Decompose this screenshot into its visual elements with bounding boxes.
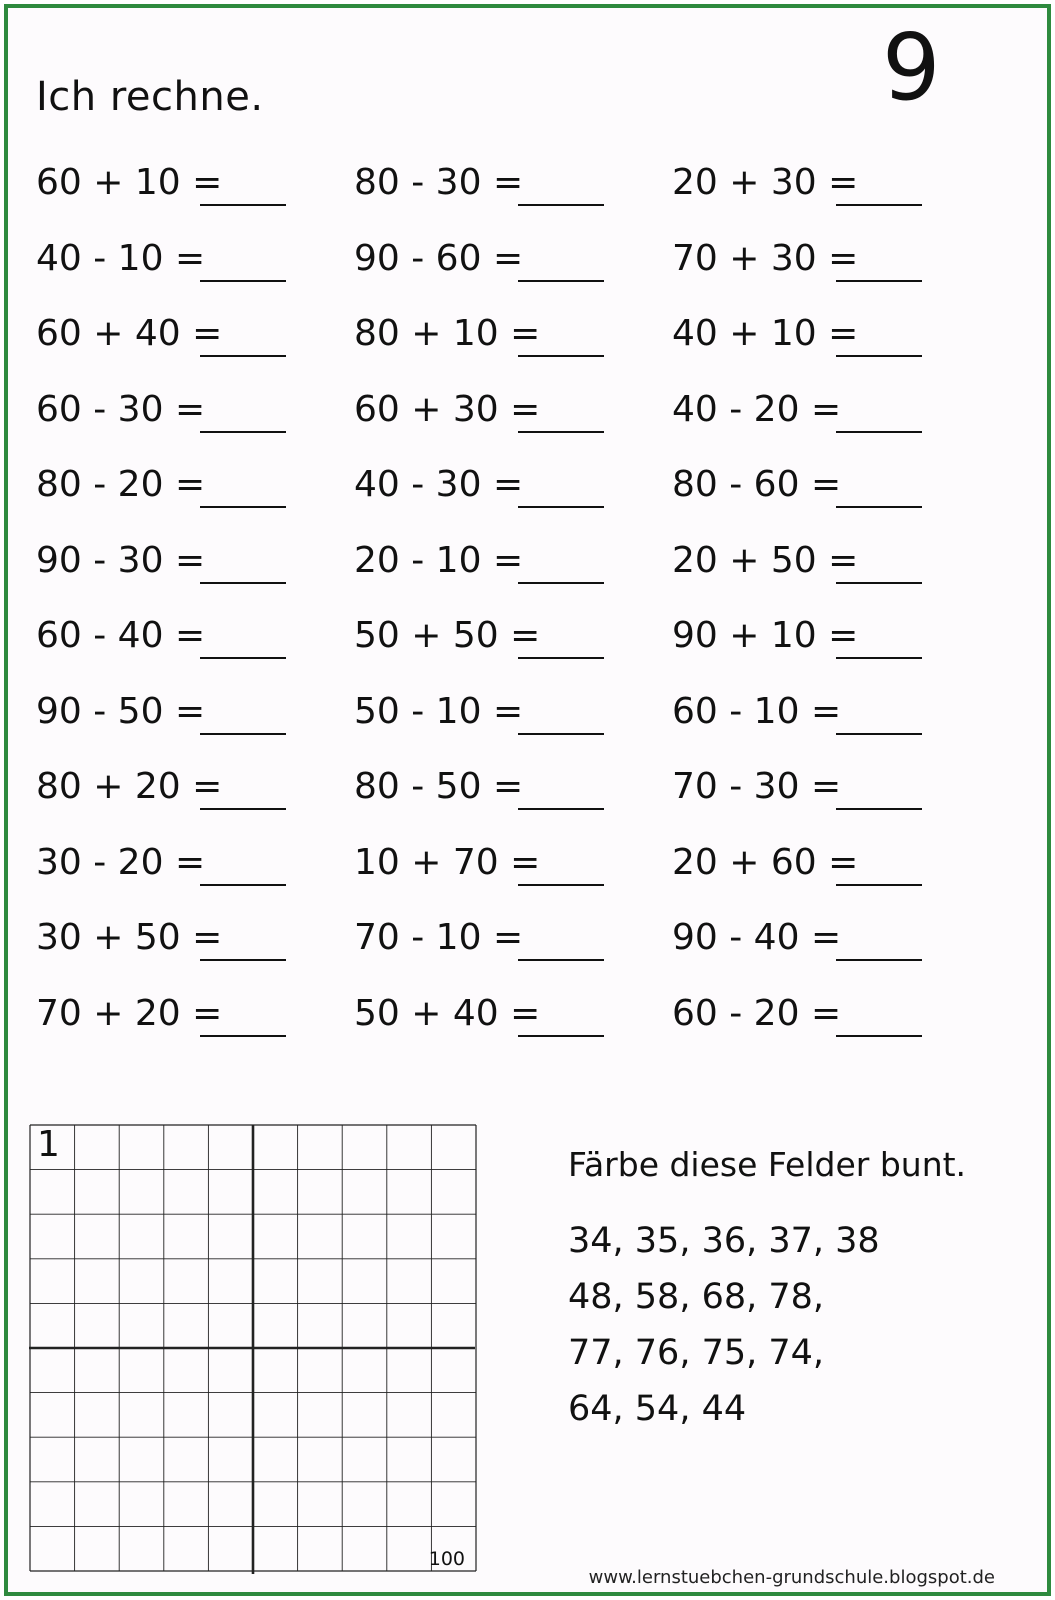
- answer-blank[interactable]: [200, 993, 286, 1037]
- exercise-item: [354, 238, 672, 314]
- exercise-term: 80 - 20 =: [36, 464, 206, 505]
- exercise-item: [36, 766, 354, 842]
- exercise-item: [672, 540, 936, 616]
- answer-blank[interactable]: [518, 766, 604, 810]
- hundred-board-first-label: 1: [37, 1124, 60, 1165]
- answer-blank[interactable]: [200, 313, 286, 357]
- page-number: 9: [882, 14, 941, 121]
- hundred-board-grid: [29, 1124, 477, 1574]
- answer-blank[interactable]: [200, 615, 286, 659]
- answer-blank[interactable]: [836, 917, 922, 961]
- exercise-item: [354, 313, 672, 389]
- exercise-item: [672, 691, 936, 767]
- exercise-term: 70 + 20 =: [36, 992, 223, 1034]
- exercise-term: 40 + 10 =: [672, 313, 859, 354]
- answer-blank[interactable]: [836, 691, 922, 735]
- hundred-board: [29, 1124, 477, 1574]
- exercise-item: [36, 917, 354, 993]
- exercise-item: [672, 766, 936, 842]
- numbers-line: 77, 76, 75, 74,: [568, 1333, 825, 1373]
- answer-blank[interactable]: [518, 993, 604, 1037]
- answer-blank[interactable]: [518, 842, 604, 886]
- exercise-item: [36, 313, 354, 389]
- exercise-item: [672, 993, 936, 1069]
- exercise-term: 70 + 30 =: [672, 237, 859, 279]
- hundred-board-last-label: 100: [428, 1548, 465, 1570]
- answer-blank[interactable]: [836, 540, 922, 584]
- answer-blank[interactable]: [836, 615, 922, 659]
- numbers-line: 64, 54, 44: [568, 1389, 747, 1429]
- exercise-item: [354, 691, 672, 767]
- answer-blank[interactable]: [518, 389, 604, 433]
- exercise-item: [36, 691, 354, 767]
- numbers-list: [568, 1213, 880, 1437]
- exercise-term: 60 + 30 =: [354, 388, 541, 430]
- exercise-term: 80 - 30 =: [354, 162, 524, 203]
- answer-blank[interactable]: [836, 993, 922, 1037]
- answer-blank[interactable]: [836, 389, 922, 433]
- exercise-item: [672, 615, 936, 691]
- exercise-term: 80 - 60 =: [672, 464, 842, 505]
- answer-blank[interactable]: [200, 766, 286, 810]
- exercise-term: 70 - 10 =: [354, 917, 524, 958]
- exercise-term: 50 + 50 =: [354, 615, 541, 656]
- answer-blank[interactable]: [518, 162, 604, 206]
- exercise-term: 40 - 20 =: [672, 388, 842, 430]
- exercise-term: 80 + 20 =: [36, 766, 223, 807]
- exercise-item: [36, 993, 354, 1069]
- answer-blank[interactable]: [518, 313, 604, 357]
- exercise-term: 50 - 10 =: [354, 690, 524, 732]
- instruction-text: Färbe diese Felder bunt.: [568, 1145, 967, 1184]
- answer-blank[interactable]: [200, 162, 286, 206]
- answer-blank[interactable]: [200, 917, 286, 961]
- exercise-item: [672, 842, 936, 918]
- answer-blank[interactable]: [836, 766, 922, 810]
- exercise-item: [672, 313, 936, 389]
- exercise-item: [354, 842, 672, 918]
- exercise-item: [354, 464, 672, 540]
- answer-blank[interactable]: [200, 389, 286, 433]
- exercise-item: [36, 842, 354, 918]
- answer-blank[interactable]: [200, 842, 286, 886]
- exercise-term: 80 - 50 =: [354, 766, 524, 807]
- exercise-term: 70 - 30 =: [672, 766, 842, 807]
- exercise-term: 80 + 10 =: [354, 313, 541, 354]
- exercise-item: [36, 615, 354, 691]
- exercise-term: 30 - 20 =: [36, 841, 206, 883]
- exercise-item: [36, 238, 354, 314]
- exercise-term: 20 + 50 =: [672, 539, 859, 581]
- answer-blank[interactable]: [200, 540, 286, 584]
- exercise-term: 60 + 40 =: [36, 313, 223, 354]
- exercise-term: 60 - 30 =: [36, 388, 206, 430]
- answer-blank[interactable]: [200, 691, 286, 735]
- answer-blank[interactable]: [518, 540, 604, 584]
- answer-blank[interactable]: [836, 162, 922, 206]
- answer-blank[interactable]: [518, 691, 604, 735]
- exercise-term: 10 + 70 =: [354, 841, 541, 883]
- footer-url: www.lernstuebchen-grundschule.blogspot.de: [588, 1567, 995, 1588]
- exercise-item: [354, 389, 672, 465]
- exercise-item: [672, 389, 936, 465]
- exercise-item: [672, 162, 936, 238]
- exercise-item: [354, 540, 672, 616]
- exercise-item: [36, 162, 354, 238]
- answer-blank[interactable]: [200, 238, 286, 282]
- answer-blank[interactable]: [836, 464, 922, 508]
- exercise-term: 60 + 10 =: [36, 162, 223, 203]
- answer-blank[interactable]: [200, 464, 286, 508]
- exercise-term: 90 - 60 =: [354, 237, 524, 279]
- exercise-term: 20 - 10 =: [354, 539, 524, 581]
- exercise-item: [36, 464, 354, 540]
- numbers-line: 48, 58, 68, 78,: [568, 1277, 825, 1317]
- exercise-item: [672, 917, 936, 993]
- numbers-line: 34, 35, 36, 37, 38: [568, 1221, 880, 1261]
- answer-blank[interactable]: [518, 238, 604, 282]
- exercise-grid: [36, 162, 936, 1068]
- exercise-item: [672, 464, 936, 540]
- exercise-term: 30 + 50 =: [36, 917, 223, 958]
- exercise-term: 90 + 10 =: [672, 615, 859, 656]
- exercise-item: [354, 993, 672, 1069]
- answer-blank[interactable]: [836, 238, 922, 282]
- exercise-term: 20 + 60 =: [672, 841, 859, 883]
- exercise-item: [354, 162, 672, 238]
- exercise-term: 90 - 50 =: [36, 690, 206, 732]
- exercise-term: 60 - 20 =: [672, 992, 842, 1034]
- answer-blank[interactable]: [518, 917, 604, 961]
- exercise-term: 60 - 40 =: [36, 615, 206, 656]
- exercise-term: 20 + 30 =: [672, 162, 859, 203]
- exercise-term: 90 - 30 =: [36, 539, 206, 581]
- exercise-item: [354, 766, 672, 842]
- exercise-term: 60 - 10 =: [672, 690, 842, 732]
- exercise-term: 40 - 10 =: [36, 237, 206, 279]
- exercise-item: [36, 389, 354, 465]
- exercise-item: [672, 238, 936, 314]
- exercise-term: 40 - 30 =: [354, 464, 524, 505]
- exercise-term: 90 - 40 =: [672, 917, 842, 958]
- page-title: Ich rechne.: [36, 74, 264, 120]
- exercise-term: 50 + 40 =: [354, 992, 541, 1034]
- answer-blank[interactable]: [518, 615, 604, 659]
- exercise-item: [354, 917, 672, 993]
- answer-blank[interactable]: [518, 464, 604, 508]
- answer-blank[interactable]: [836, 842, 922, 886]
- answer-blank[interactable]: [836, 313, 922, 357]
- exercise-item: [354, 615, 672, 691]
- exercise-item: [36, 540, 354, 616]
